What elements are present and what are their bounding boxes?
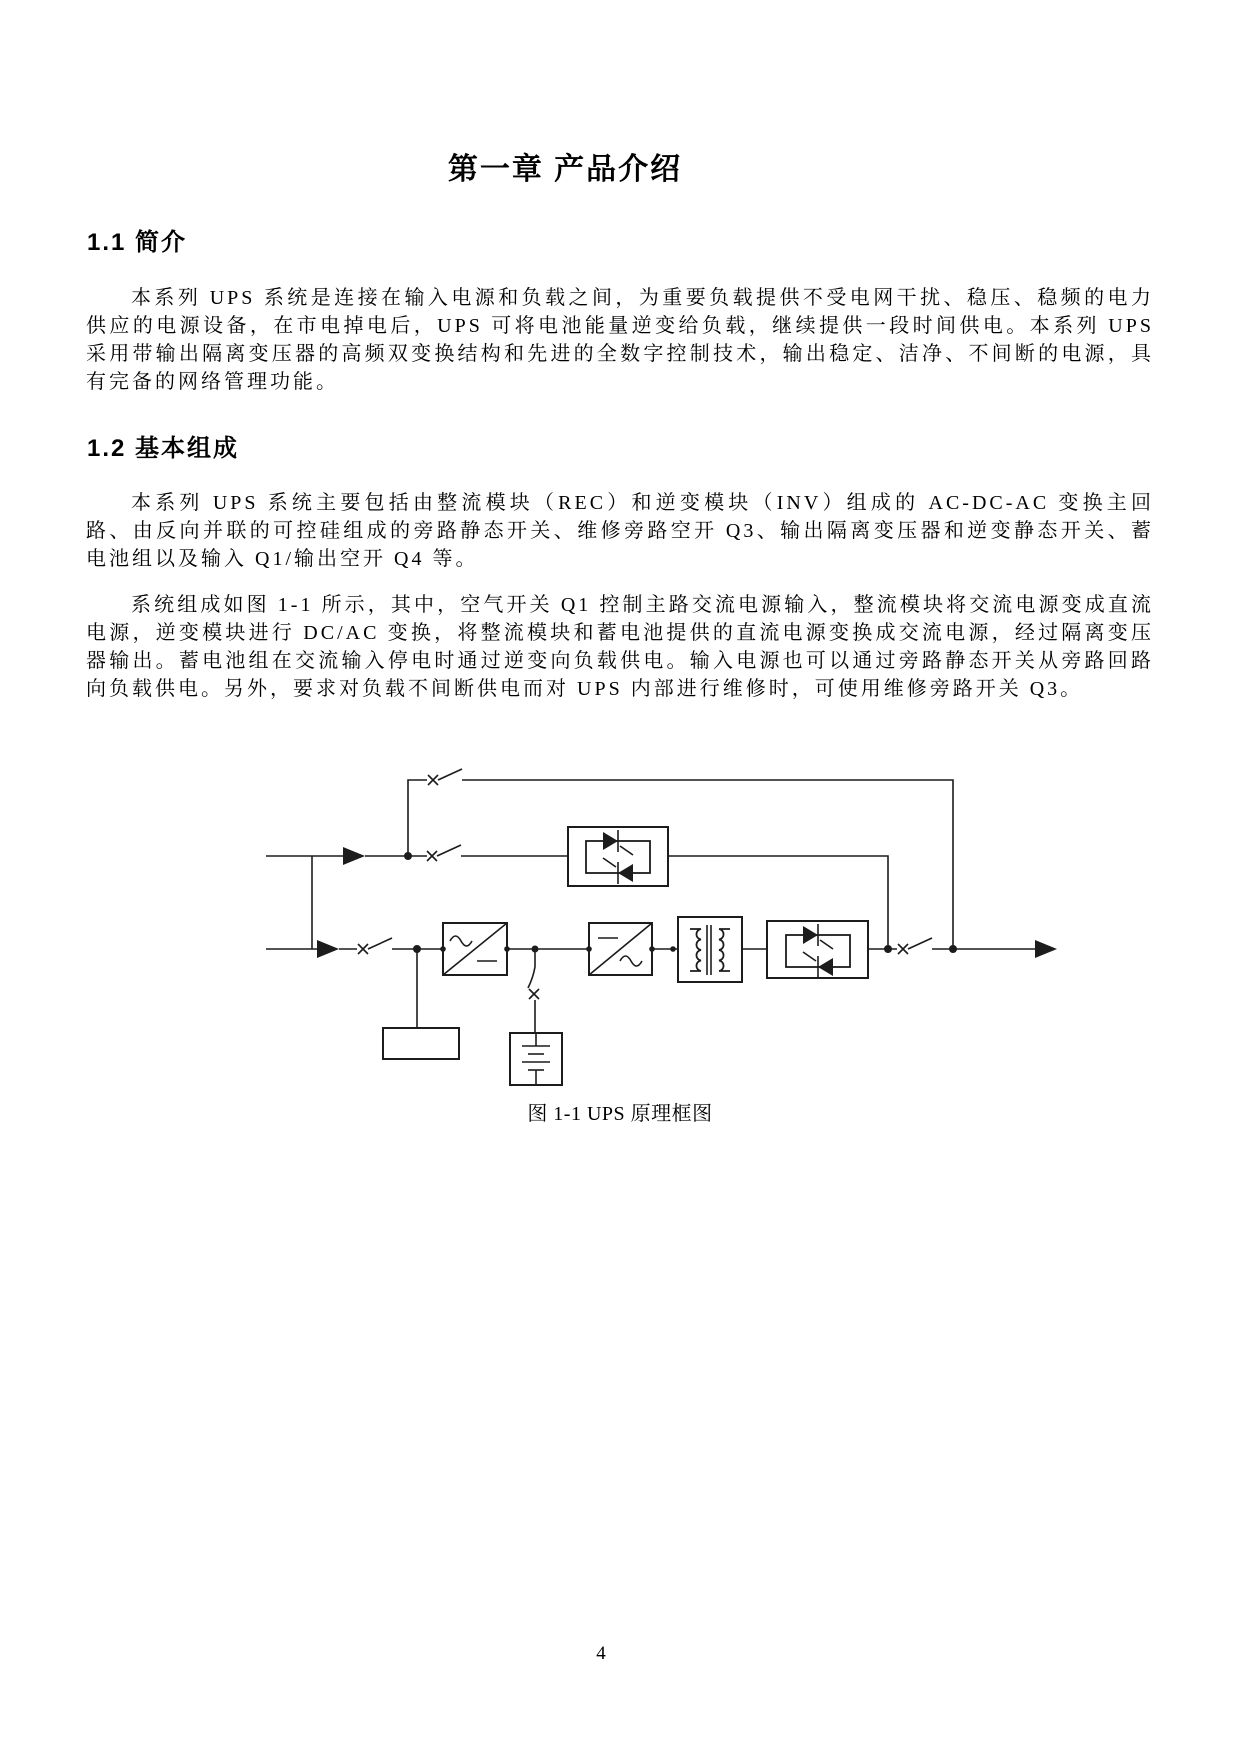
bypass-breaker-icon: [427, 845, 568, 861]
main-input-arrow-icon: [317, 940, 339, 958]
charger-block: [383, 1028, 459, 1059]
bypass-input-arrow-icon: [343, 847, 365, 865]
maintenance-bypass-switch-icon: [428, 769, 462, 785]
paragraph-composition-1: 本系列 UPS 系统主要包括由整流模块（REC）和逆变模块（INV）组成的 AC-DC-AC 变换主回路、由反向并联的可控硅组成的旁路静态开关、维修旁路空开 Q3、输出隔离变压器和逆变静态开关、蓄电池组以及输入 Q1/输出空开 Q4 等。: [86, 492, 1154, 570]
paragraph-intro: 本系列 UPS 系统是连接在输入电源和负载之间，为重要负载提供不受电网干扰、稳压、稳频的电力供应的电源设备，在市电掉电后，UPS 可将电池能量逆变给负载，继续提供一段时间供电。本系列 UPS 采用带输出隔离变压器的高频双变换结构和先进的全数字控制技术，输出稳定、洁净、不间断的电源，具有完备的网络管理功能。: [86, 287, 1154, 393]
bypass-static-switch: [568, 827, 888, 949]
ups-block-diagram: [0, 660, 1240, 1130]
inverter-static-switch: [767, 921, 868, 978]
output-breaker-q4-icon: [898, 938, 1035, 954]
bypass-input-line: [266, 847, 427, 865]
inverter-block: [586, 923, 655, 975]
battery-block: [510, 1033, 562, 1085]
isolation-transformer-block: [678, 917, 742, 982]
rectifier-block: [440, 923, 510, 975]
chapter-title: 第一章 产品介绍: [447, 153, 683, 187]
figure-caption: 图 1-1 UPS 原理框图: [527, 1103, 713, 1125]
battery-breaker-icon: [528, 949, 539, 1033]
output-arrow-icon: [1035, 940, 1057, 958]
page-number: 4: [596, 1643, 606, 1664]
section-heading-1-2: 1.2 基本组成: [87, 434, 240, 462]
section-heading-1-1: 1.1 简介: [87, 228, 188, 256]
input-breaker-q1-icon: [358, 938, 443, 954]
paragraph-composition-2: 系统组成如图 1-1 所示，其中，空气开关 Q1 控制主路交流电源输入，整流模块将交流电源变成直流电源，逆变模块进行 DC/AC 变换，将整流模块和蓄电池提供的直流电源变换成交流电源，经过隔离变压器输出。蓄电池组在交流输入停电时通过逆变向负载供电。输入电源也可以通过旁路静态开关从旁路回路向负载供电。另外，要求对负载不间断供电而对 UPS 内部进行维修时，可使用维修旁路开关 Q3。: [86, 594, 1154, 700]
charger-branch: [383, 945, 459, 1059]
